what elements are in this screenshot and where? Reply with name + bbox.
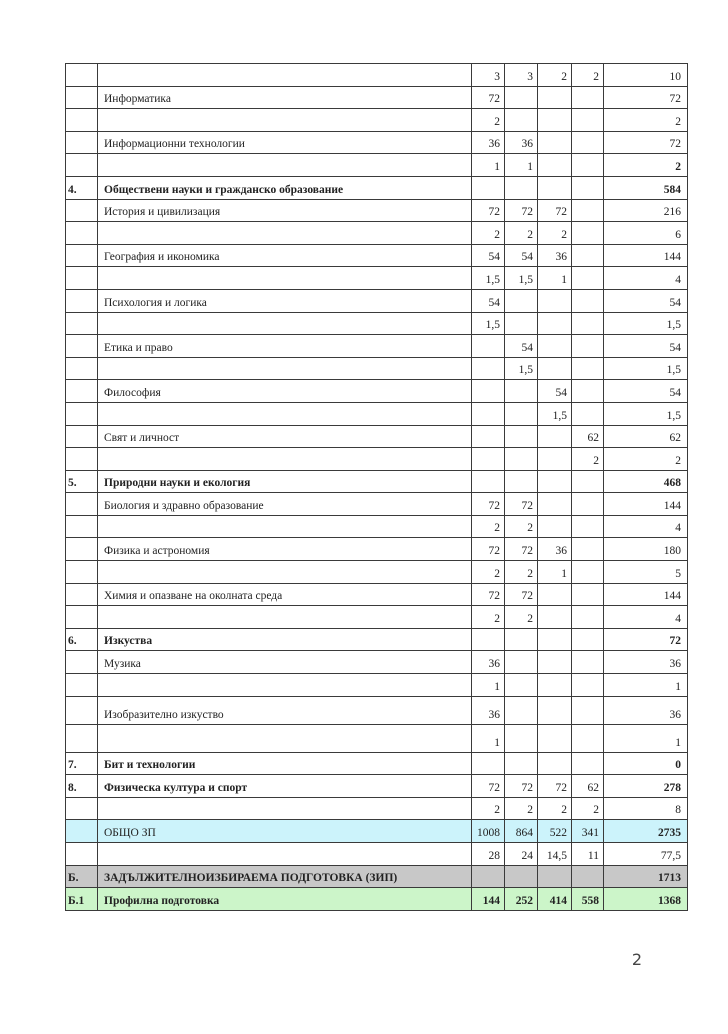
row-index: 5. [66, 470, 98, 493]
subject-name [98, 222, 472, 245]
hours-year-4 [572, 674, 604, 697]
hours-year-3: 1 [538, 561, 572, 584]
row-index: 6. [66, 628, 98, 651]
hours-year-1: 2 [472, 561, 505, 584]
hours-total: 72 [604, 86, 688, 109]
hours-year-3: 36 [538, 244, 572, 267]
hours-year-1 [472, 357, 505, 380]
row-index [66, 312, 98, 335]
hours-year-1: 72 [472, 775, 505, 798]
hours-year-3: 1 [538, 267, 572, 290]
hours-year-2 [505, 470, 538, 493]
hours-year-2: 24 [505, 843, 538, 866]
hours-year-2: 54 [505, 244, 538, 267]
hours-year-1 [472, 448, 505, 471]
hours-year-2 [505, 674, 538, 697]
hours-total: 4 [604, 606, 688, 629]
subject-name [98, 674, 472, 697]
row-index [66, 583, 98, 606]
subject-name [98, 606, 472, 629]
hours-year-4 [572, 538, 604, 561]
hours-year-2: 72 [505, 199, 538, 222]
hours-year-4 [572, 696, 604, 724]
hours-year-3 [538, 335, 572, 358]
row-index [66, 335, 98, 358]
row-index [66, 843, 98, 866]
table-row [66, 380, 688, 403]
subject-name: Изобразително изкуство [98, 696, 472, 724]
hours-year-3: 522 [538, 820, 572, 843]
table-row [66, 561, 688, 584]
hours-year-2 [505, 289, 538, 312]
hours-year-1: 72 [472, 493, 505, 516]
hours-year-2: 1,5 [505, 267, 538, 290]
hours-year-4: 2 [572, 797, 604, 820]
row-index [66, 244, 98, 267]
hours-year-4: 62 [572, 425, 604, 448]
hours-year-1: 36 [472, 696, 505, 724]
hours-total: 144 [604, 244, 688, 267]
subject-name [98, 64, 472, 87]
hours-year-2 [505, 425, 538, 448]
hours-year-3 [538, 109, 572, 132]
hours-total: 54 [604, 289, 688, 312]
subject-name [98, 267, 472, 290]
row-index: 4. [66, 176, 98, 199]
hours-year-2 [505, 176, 538, 199]
hours-year-2: 36 [505, 131, 538, 154]
hours-total: 77,5 [604, 843, 688, 866]
table-row [66, 267, 688, 290]
hours-total: 2 [604, 154, 688, 177]
hours-year-3 [538, 865, 572, 888]
hours-total: 4 [604, 267, 688, 290]
hours-year-2 [505, 312, 538, 335]
table-row [66, 724, 688, 752]
table-row [66, 775, 688, 798]
hours-year-3: 1,5 [538, 402, 572, 425]
hours-year-1: 1 [472, 724, 505, 752]
hours-year-4: 2 [572, 64, 604, 87]
row-index [66, 267, 98, 290]
hours-total: 72 [604, 628, 688, 651]
row-index [66, 538, 98, 561]
hours-year-3 [538, 86, 572, 109]
table-row [66, 493, 688, 516]
subject-name [98, 357, 472, 380]
hours-year-2 [505, 380, 538, 403]
table-row [66, 538, 688, 561]
hours-year-3 [538, 176, 572, 199]
row-index [66, 154, 98, 177]
hours-total: 2 [604, 109, 688, 132]
hours-year-1: 36 [472, 131, 505, 154]
hours-total: 1,5 [604, 357, 688, 380]
hours-year-1: 72 [472, 583, 505, 606]
hours-year-4 [572, 335, 604, 358]
hours-year-4 [572, 176, 604, 199]
row-index [66, 357, 98, 380]
subject-name: Профилна подготовка [98, 888, 472, 911]
hours-total: 278 [604, 775, 688, 798]
subject-name: Свят и личност [98, 425, 472, 448]
hours-year-2 [505, 628, 538, 651]
subject-name [98, 561, 472, 584]
hours-year-3: 2 [538, 222, 572, 245]
row-index [66, 493, 98, 516]
hours-year-1: 1 [472, 674, 505, 697]
subject-name: Физика и астрономия [98, 538, 472, 561]
subject-name [98, 154, 472, 177]
row-index [66, 64, 98, 87]
hours-year-4 [572, 724, 604, 752]
hours-year-2: 864 [505, 820, 538, 843]
subject-name [98, 109, 472, 132]
row-index: 7. [66, 752, 98, 775]
hours-year-1: 144 [472, 888, 505, 911]
table-row [66, 674, 688, 697]
row-index [66, 561, 98, 584]
hours-year-4: 62 [572, 775, 604, 798]
hours-year-2: 3 [505, 64, 538, 87]
hours-total: 216 [604, 199, 688, 222]
hours-year-3 [538, 131, 572, 154]
hours-year-4: 341 [572, 820, 604, 843]
subject-name: Информационни технологии [98, 131, 472, 154]
hours-year-3 [538, 425, 572, 448]
hours-year-3: 36 [538, 538, 572, 561]
hours-year-4 [572, 583, 604, 606]
table-row [66, 176, 688, 199]
row-index [66, 696, 98, 724]
hours-total: 4 [604, 515, 688, 538]
hours-year-4 [572, 651, 604, 674]
hours-total: 2 [604, 448, 688, 471]
hours-year-4 [572, 199, 604, 222]
hours-year-1: 2 [472, 109, 505, 132]
hours-year-1: 28 [472, 843, 505, 866]
subject-name: Философия [98, 380, 472, 403]
row-index [66, 131, 98, 154]
hours-year-3 [538, 289, 572, 312]
table-row [66, 154, 688, 177]
hours-year-3: 14,5 [538, 843, 572, 866]
hours-year-2: 1 [505, 154, 538, 177]
hours-year-3: 72 [538, 775, 572, 798]
table-row [66, 628, 688, 651]
table-row [66, 448, 688, 471]
hours-year-4 [572, 154, 604, 177]
subject-name: Физическа култура и спорт [98, 775, 472, 798]
row-index [66, 289, 98, 312]
subject-name: Химия и опазване на околната среда [98, 583, 472, 606]
hours-year-3 [538, 312, 572, 335]
hours-total: 1,5 [604, 312, 688, 335]
hours-total: 144 [604, 583, 688, 606]
hours-year-3 [538, 724, 572, 752]
row-index: 8. [66, 775, 98, 798]
table-row [66, 402, 688, 425]
table-row [66, 696, 688, 724]
hours-year-1: 54 [472, 244, 505, 267]
hours-year-3 [538, 628, 572, 651]
hours-year-3 [538, 696, 572, 724]
hours-total: 6 [604, 222, 688, 245]
hours-year-3 [538, 651, 572, 674]
subject-name: Психология и логика [98, 289, 472, 312]
hours-year-2: 2 [505, 606, 538, 629]
hours-year-3 [538, 448, 572, 471]
hours-year-4 [572, 109, 604, 132]
hours-total: 584 [604, 176, 688, 199]
hours-year-1 [472, 628, 505, 651]
row-index [66, 380, 98, 403]
hours-year-1 [472, 335, 505, 358]
hours-year-3 [538, 154, 572, 177]
table-row [66, 357, 688, 380]
hours-total: 1368 [604, 888, 688, 911]
hours-year-2: 2 [505, 222, 538, 245]
hours-year-3 [538, 515, 572, 538]
hours-year-4 [572, 470, 604, 493]
subject-name: Бит и технологии [98, 752, 472, 775]
hours-year-2: 72 [505, 775, 538, 798]
row-index [66, 109, 98, 132]
row-index [66, 820, 98, 843]
row-index [66, 606, 98, 629]
subject-name: История и цивилизация [98, 199, 472, 222]
hours-year-1: 3 [472, 64, 505, 87]
table-row [66, 131, 688, 154]
hours-year-3 [538, 357, 572, 380]
hours-year-1: 1 [472, 154, 505, 177]
table-row [66, 289, 688, 312]
row-index [66, 86, 98, 109]
hours-total: 10 [604, 64, 688, 87]
hours-year-2: 72 [505, 583, 538, 606]
table-row [66, 312, 688, 335]
subject-name: ЗАДЪЛЖИТЕЛНОИЗБИРАЕМА ПОДГОТОВКА (ЗИП) [98, 865, 472, 888]
hours-year-4: 558 [572, 888, 604, 911]
row-index: Б.1 [66, 888, 98, 911]
hours-year-2 [505, 448, 538, 471]
hours-year-4 [572, 402, 604, 425]
hours-year-1: 2 [472, 797, 505, 820]
hours-year-4 [572, 752, 604, 775]
hours-year-3 [538, 583, 572, 606]
table-row [66, 86, 688, 109]
hours-year-2 [505, 651, 538, 674]
hours-total: 468 [604, 470, 688, 493]
hours-year-3 [538, 752, 572, 775]
table-row [66, 843, 688, 866]
row-index [66, 515, 98, 538]
hours-year-1: 72 [472, 199, 505, 222]
subject-name: Изкуства [98, 628, 472, 651]
table-row [66, 244, 688, 267]
table-row [66, 199, 688, 222]
hours-year-3: 54 [538, 380, 572, 403]
hours-year-4 [572, 289, 604, 312]
hours-year-1 [472, 470, 505, 493]
row-index [66, 402, 98, 425]
hours-year-4 [572, 312, 604, 335]
hours-year-2 [505, 724, 538, 752]
hours-year-2 [505, 109, 538, 132]
hours-year-1 [472, 752, 505, 775]
hours-year-2: 1,5 [505, 357, 538, 380]
hours-year-1: 1008 [472, 820, 505, 843]
subject-name [98, 448, 472, 471]
hours-total: 1713 [604, 865, 688, 888]
hours-year-4 [572, 222, 604, 245]
row-index: Б. [66, 865, 98, 888]
hours-year-1: 2 [472, 606, 505, 629]
hours-year-4 [572, 380, 604, 403]
hours-total: 54 [604, 380, 688, 403]
hours-year-1: 36 [472, 651, 505, 674]
hours-year-1: 1,5 [472, 312, 505, 335]
hours-year-4 [572, 244, 604, 267]
hours-year-3 [538, 470, 572, 493]
hours-year-1 [472, 380, 505, 403]
hours-year-1: 2 [472, 515, 505, 538]
hours-year-2: 72 [505, 538, 538, 561]
row-index [66, 797, 98, 820]
hours-year-1 [472, 865, 505, 888]
hours-total: 36 [604, 696, 688, 724]
hours-year-2 [505, 402, 538, 425]
hours-year-1: 1,5 [472, 267, 505, 290]
table-row [66, 425, 688, 448]
subject-name [98, 724, 472, 752]
curriculum-table [65, 63, 688, 911]
hours-year-2 [505, 696, 538, 724]
table-row [66, 109, 688, 132]
hours-year-3: 2 [538, 797, 572, 820]
row-index [66, 651, 98, 674]
hours-year-1 [472, 176, 505, 199]
subject-name: Музика [98, 651, 472, 674]
hours-total: 5 [604, 561, 688, 584]
hours-year-3: 2 [538, 64, 572, 87]
table-row [66, 515, 688, 538]
table-row [66, 797, 688, 820]
hours-year-2: 2 [505, 515, 538, 538]
subject-name [98, 402, 472, 425]
subject-name: Информатика [98, 86, 472, 109]
hours-total: 36 [604, 651, 688, 674]
hours-year-2 [505, 865, 538, 888]
table-row [66, 222, 688, 245]
row-index [66, 425, 98, 448]
hours-year-4: 2 [572, 448, 604, 471]
subject-name: Природни науки и екология [98, 470, 472, 493]
curriculum-table-body [66, 64, 688, 911]
hours-year-4 [572, 131, 604, 154]
subject-name: География и икономика [98, 244, 472, 267]
hours-year-1 [472, 425, 505, 448]
hours-year-2: 2 [505, 561, 538, 584]
subject-name: Обществени науки и гражданско образование [98, 176, 472, 199]
row-index [66, 222, 98, 245]
hours-year-3: 414 [538, 888, 572, 911]
hours-year-3 [538, 606, 572, 629]
hours-year-2: 72 [505, 493, 538, 516]
hours-year-1: 72 [472, 538, 505, 561]
page-number: 2 [631, 950, 643, 969]
hours-total: 54 [604, 335, 688, 358]
row-index [66, 199, 98, 222]
subject-name [98, 797, 472, 820]
hours-year-3: 72 [538, 199, 572, 222]
hours-total: 62 [604, 425, 688, 448]
hours-year-1: 72 [472, 86, 505, 109]
hours-year-4 [572, 357, 604, 380]
hours-year-2: 252 [505, 888, 538, 911]
subject-name [98, 312, 472, 335]
row-index [66, 724, 98, 752]
hours-total: 1 [604, 674, 688, 697]
hours-year-3 [538, 674, 572, 697]
hours-year-4 [572, 865, 604, 888]
table-row [66, 888, 688, 911]
hours-year-1 [472, 402, 505, 425]
hours-year-4 [572, 267, 604, 290]
hours-year-4 [572, 561, 604, 584]
hours-total: 72 [604, 131, 688, 154]
hours-year-2 [505, 752, 538, 775]
hours-total: 180 [604, 538, 688, 561]
hours-year-2 [505, 86, 538, 109]
hours-total: 0 [604, 752, 688, 775]
hours-total: 2735 [604, 820, 688, 843]
table-row [66, 752, 688, 775]
table-row [66, 583, 688, 606]
subject-name: Етика и право [98, 335, 472, 358]
hours-year-4: 11 [572, 843, 604, 866]
subject-name: Биология и здравно образование [98, 493, 472, 516]
hours-year-2: 2 [505, 797, 538, 820]
table-row [66, 865, 688, 888]
hours-total: 1 [604, 724, 688, 752]
hours-total: 1,5 [604, 402, 688, 425]
hours-year-1: 2 [472, 222, 505, 245]
table-row [66, 470, 688, 493]
hours-total: 8 [604, 797, 688, 820]
table-row [66, 335, 688, 358]
subject-name [98, 843, 472, 866]
row-index [66, 674, 98, 697]
hours-year-2: 54 [505, 335, 538, 358]
hours-year-4 [572, 493, 604, 516]
table-row [66, 64, 688, 87]
table-row [66, 820, 688, 843]
subject-name: ОБЩО ЗП [98, 820, 472, 843]
hours-year-4 [572, 606, 604, 629]
subject-name [98, 515, 472, 538]
hours-year-3 [538, 493, 572, 516]
table-row [66, 606, 688, 629]
row-index [66, 448, 98, 471]
hours-year-4 [572, 515, 604, 538]
hours-total: 144 [604, 493, 688, 516]
hours-year-4 [572, 628, 604, 651]
hours-year-4 [572, 86, 604, 109]
hours-year-1: 54 [472, 289, 505, 312]
table-row [66, 651, 688, 674]
